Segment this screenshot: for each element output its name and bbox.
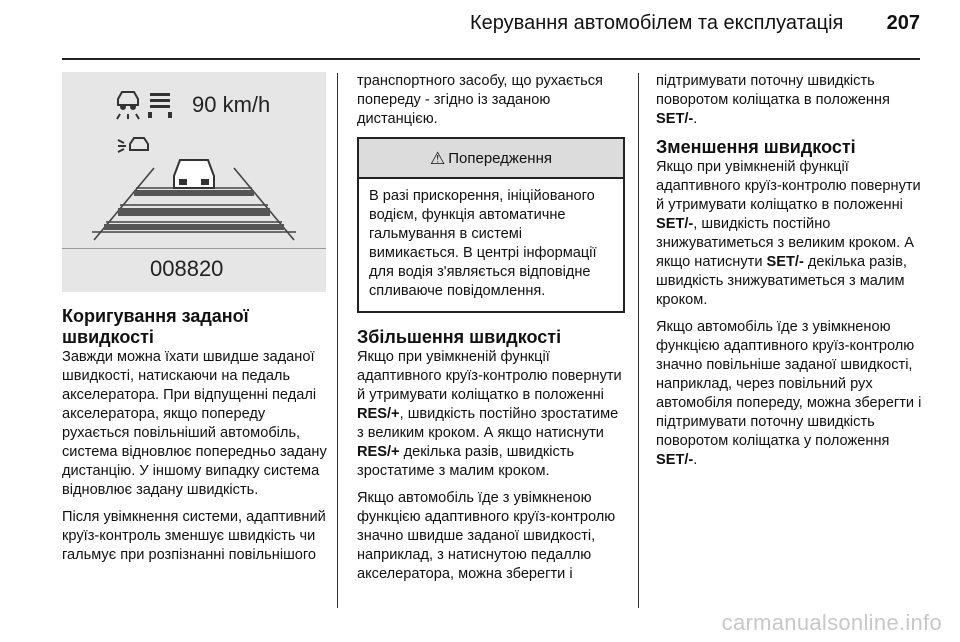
odometer-display: 008820 bbox=[150, 256, 224, 281]
warning-header bbox=[359, 139, 623, 179]
paragraph-set-continued: підтримувати поточну швидкість поворотом коліщатка в положення SET/-. bbox=[656, 73, 890, 127]
paragraph-adjust-1: Завжди можна їхати швидше заданої швидкості, натискаючи на педаль акселератора. При відпущенні педалі акселератора, якщо попереду рухається повільніший автомобіль, система відновлює попередньо задану дистанцію. У іншому випадку система відновлює задану швидкість. bbox=[62, 349, 327, 498]
page-number: 207 bbox=[886, 12, 920, 34]
cruise-display-figure bbox=[62, 72, 326, 292]
column-divider-1 bbox=[337, 73, 338, 608]
set-speed-display: 90 km/h bbox=[192, 92, 271, 117]
paragraph-adjust-2: Після увімкнення системи, адаптивний круїз-контроль зменшує швидкість чи гальмує при розпізнанні повільнішого bbox=[62, 509, 326, 563]
paragraph-decrease-2: Якщо автомобіль їде з увімкненою функцією адаптивного круїз-контролю значно повільніше заданої швидкості, наприклад, через повільний рух автомобіля попереду, можна зберегти і підтримувати поточну швидкість поворотом коліщатка у положення SET/-. bbox=[656, 319, 922, 468]
section-heading-increase-speed: Збільшення швидкості bbox=[357, 327, 562, 347]
cruise-display-illustration bbox=[62, 72, 326, 292]
column-divider-2 bbox=[638, 73, 639, 608]
paragraph-decrease-1: Якщо при увімкненій функції адаптивного круїз-контролю повернути й утримувати коліщатко в положенні SET/-, швидкість постійно знижуватиметься з великим кроком. А якщо натиснути SET/- декілька разів, швидкість знижуватиметься з малим кроком. bbox=[656, 159, 921, 308]
paragraph-increase-1: Якщо при увімкненій функції адаптивного круїз-контролю повернути й утримувати коліщатко в положенні RES/+, швидкість постійно зростатиме з великим кроком. А якщо натиснути RES/+ декілька разів, швидкість зростатиме з малим кроком. bbox=[357, 349, 622, 479]
warning-text: В разі прискорення, ініційованого водієм, функція автоматичне гальмування в системі вимикається. В центрі інформації для водія з'являється відповідне спливаюче повідомлення. bbox=[369, 188, 597, 299]
column-2 bbox=[357, 72, 625, 592]
warning-box bbox=[357, 137, 625, 313]
column-1 bbox=[62, 306, 328, 573]
running-header-title: Керування автомобілем та експлуатація bbox=[470, 12, 844, 34]
header-rule bbox=[62, 58, 920, 60]
section-heading-decrease-speed: Зменшення швидкості bbox=[656, 137, 856, 157]
column-3 bbox=[656, 72, 926, 478]
warning-title: Попередження bbox=[448, 149, 552, 167]
section-heading-adjust-speed: Коригування заданої швидкості bbox=[62, 306, 249, 347]
warning-triangle-icon: ⚠ bbox=[429, 148, 446, 168]
lead-vehicle-icon bbox=[174, 160, 214, 188]
paragraph-continued: транспортного засобу, що рухається попереду - згідно із заданою дистанцією. bbox=[357, 73, 603, 127]
watermark: carmanualsonline.info bbox=[721, 610, 942, 635]
paragraph-increase-2: Якщо автомобіль їде з увімкненою функцією адаптивного круїз-контролю значно швидше заданої швидкості, наприклад, з натиснутою педаллю акселератора, можна зберегти і bbox=[357, 490, 616, 582]
